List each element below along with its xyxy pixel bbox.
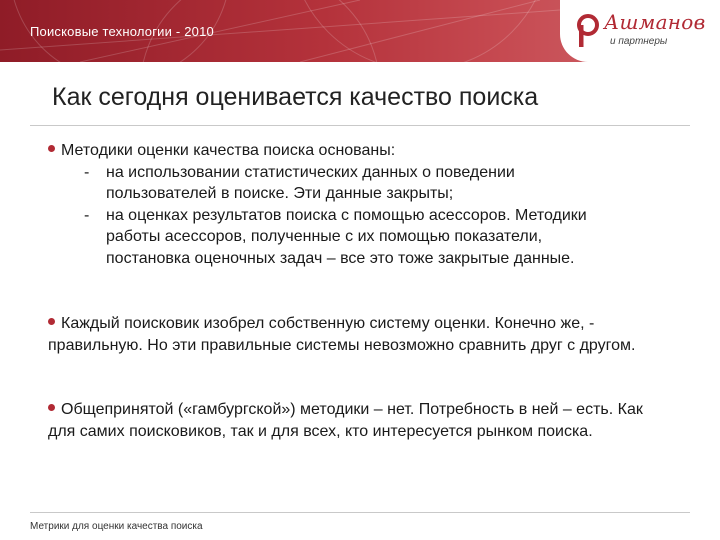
sub-item [48, 205, 626, 270]
sub-item-text: на оценках результатов поиска с помощью асессоров. Методики работы асессоров, полученные с их помощью показатели, постановка оценочных задач – все это тоже закрытые данные. [106, 206, 587, 267]
bullet-own-systems [48, 313, 648, 356]
bullet-dot-icon [48, 318, 55, 325]
company-logo [560, 0, 720, 62]
title-divider [30, 125, 690, 126]
logo-mark-icon [576, 13, 600, 49]
dash-marker: - [84, 206, 90, 224]
header-band [0, 0, 720, 62]
bullet-methods [48, 140, 648, 269]
dash-marker: - [84, 163, 90, 181]
slide-title: Как сегодня оценивается качество поиска [52, 83, 539, 111]
sub-item [48, 162, 626, 205]
own-systems-text: Каждый поисковик изобрел собственную систему оценки. Конечно же, - правильную. Но эти правильные системы невозможно сравнить друг с другом. [48, 315, 636, 354]
methods-intro: Методики оценки качества поиска основаны: [61, 142, 396, 159]
bullet-dot-icon [48, 404, 55, 411]
bullet-common-method [48, 399, 648, 442]
footer-caption: Метрики для оценки качества поиска [30, 521, 203, 532]
sub-item-text: на использовании статистических данных о поведении пользователей в поиске. Эти данные закрыты; [106, 163, 515, 202]
bullet-dot-icon [48, 145, 55, 152]
logo-name: Ашманов [604, 10, 706, 34]
presentation-title: Поисковые технологии - 2010 [30, 24, 214, 39]
footer-divider [30, 512, 690, 513]
logo-subtitle: и партнеры [610, 36, 668, 47]
common-method-text: Общепринятой («гамбургской») методики – нет. Потребность в ней – есть. Как для самих поисковиков, так и для всех, кто интересуется рынком поиска. [48, 401, 643, 440]
